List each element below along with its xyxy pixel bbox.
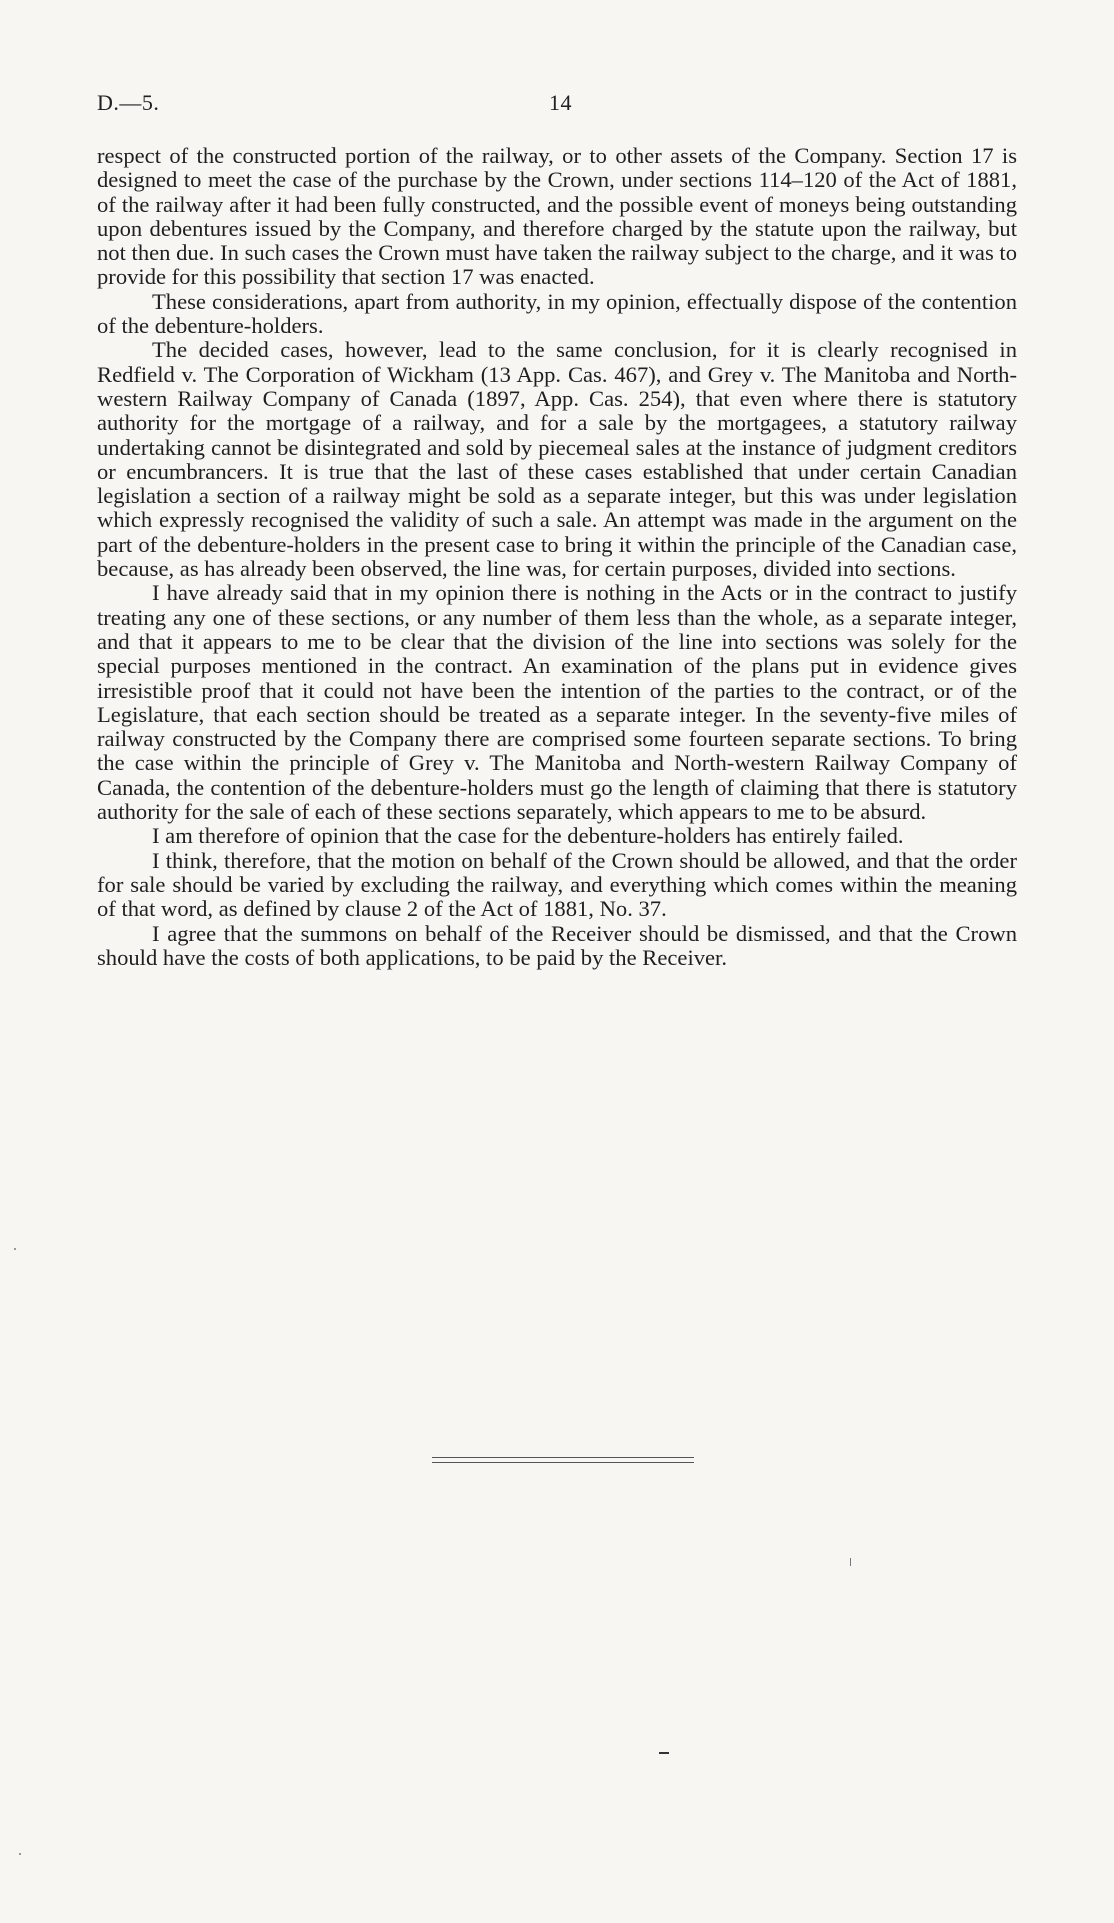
- scan-speck: [14, 1248, 16, 1250]
- paragraph: I agree that the summons on behalf of the Receiver should be dismissed, and that the Crown should have the costs of both applications, to be paid by the Receiver.: [97, 920, 1017, 970]
- paragraph: I think, therefore, that the motion on behalf of the Crown should be allowed, and that the order for sale should be varied by excluding the railway, and everything which comes within the meaning of that word, as defined by clause 2 of the Act of 1881, No. 37.: [97, 847, 1017, 922]
- paragraph-continued: respect of the constructed portion of the railway, or to other assets of the Company. Section 17 is designed to meet the case of the purchase by the Crown, under sections 114–120 of the Act of 1881, of the railway after it had been fully constructed, and the possible event of moneys being outstanding upon debentures issued by the Company, and therefore charged by the statute upon the railway, but not then due. In such cases the Crown must have taken the railway subject to the charge, and it was to provide for this possibility that section 17 was enacted.: [97, 143, 1017, 290]
- scan-speck: [19, 1853, 21, 1855]
- paragraph: These considerations, apart from authority, in my opinion, effectually dispose of the contention of the debenture-holders.: [97, 288, 1017, 339]
- document-reference: D.—5.: [97, 90, 160, 115]
- paragraph: The decided cases, however, lead to the same conclusion, for it is clearly recognised in Redfield v. The Corporation of Wickham (13 App. Cas. 467), and Grey v. The Manitoba and North-western Railway Company of Canada (1897, App. Cas. 254), that even where there is statutory authority for the mortgage of a railway, and for a sale by the mortgagees, a statutory railway undertaking cannot be disintegrated and sold by piecemeal sales at the instance of judgment creditors or encumbrancers. It is true that the last of these cases established that under certain Canadian legislation a section of a railway might be sold as a separate integer, but this was under legislation which expressly recognised the validity of such a sale. An attempt was made in the argument on the part of the debenture-holders in the present case to bring it within the principle of the Canadian case, because, as has already been observed, the line was, for certain purposes, divided into sections.: [97, 337, 1017, 582]
- section-end-rule: [432, 1457, 694, 1463]
- page-number: 14: [549, 90, 572, 115]
- page-header: [97, 90, 1017, 120]
- body-text: [97, 144, 1017, 970]
- scan-speck: [659, 1752, 669, 1754]
- paragraph: I am therefore of opinion that the case for the debenture-holders has entirely failed.: [152, 823, 904, 849]
- scan-speck: [850, 1558, 851, 1566]
- paragraph: I have already said that in my opinion there is nothing in the Acts or in the contract to justify treating any one of these sections, or any number of them less than the whole, as a separate integer, and that it appears to me to be clear that the division of the line into sections was solely for the special purposes mentioned in the contract. An examination of the plans put in evidence gives irresistible proof that it could not have been the intention of the parties to the contract, or of the Legislature, that each section should be treated as a separate integer. In the seventy-five miles of railway constructed by the Company there are comprised some fourteen separate sections. To bring the case within the principle of Grey v. The Manitoba and North-western Railway Company of Canada, the contention of the debenture-holders must go the length of claiming that there is statutory authority for the sale of each of these sections separately, which appears to me to be absurd.: [97, 580, 1017, 825]
